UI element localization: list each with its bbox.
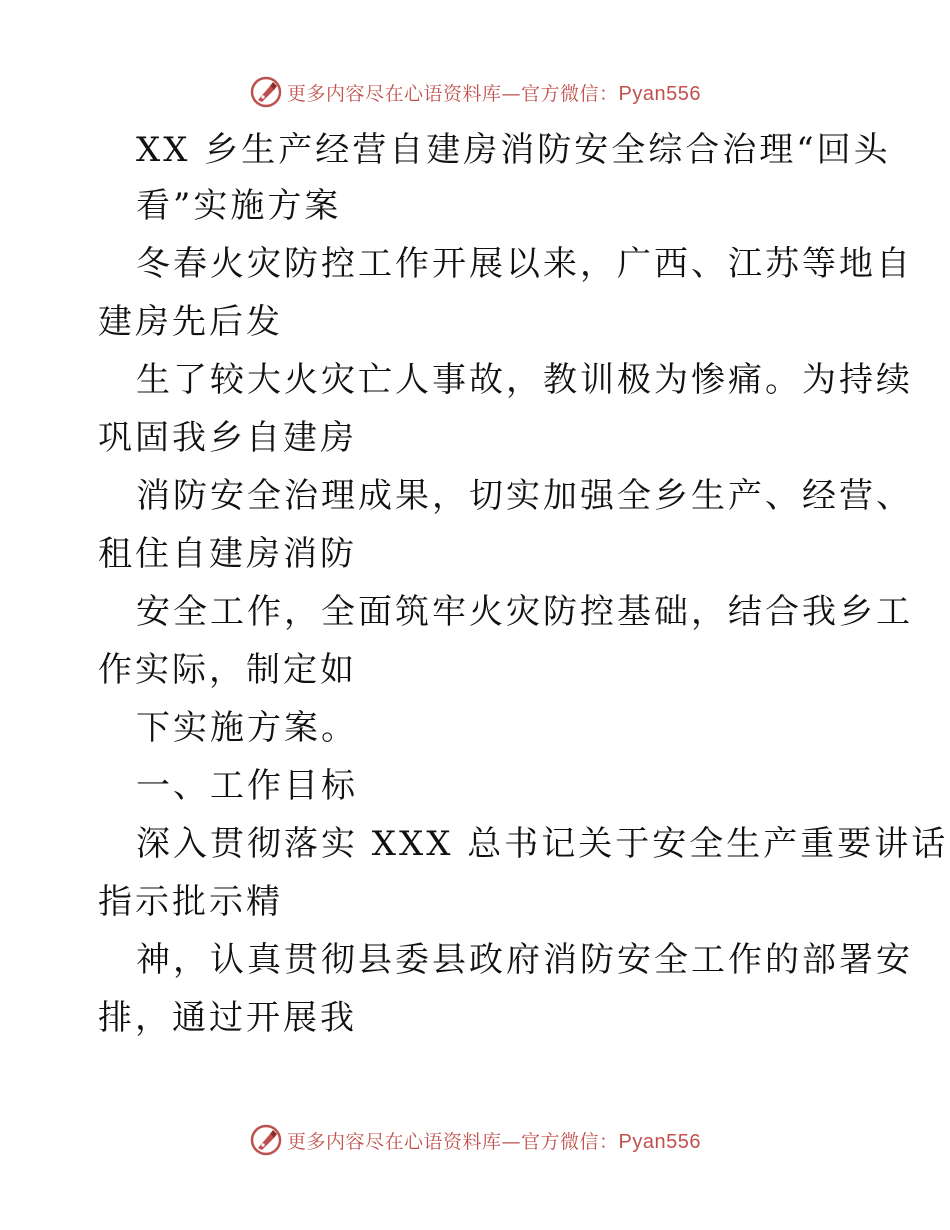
paragraph-line: 排，通过开展我 xyxy=(98,998,357,1038)
paragraph-line: 神，认真贯彻县委县政府消防安全工作的部署安 xyxy=(136,940,913,980)
paragraph-line: 指示批示精 xyxy=(98,882,283,922)
watermark-wechat-label: 官方微信： xyxy=(521,82,619,105)
watermark-dash: — xyxy=(501,1130,522,1153)
watermark-dash: — xyxy=(501,82,522,105)
paragraph-line: 下实施方案。 xyxy=(136,708,358,748)
paragraph-line: 消防安全治理成果，切实加强全乡生产、经营、 xyxy=(136,476,913,516)
watermark-text xyxy=(287,79,701,106)
paragraph-line: 安全工作，全面筑牢火灾防控基础，结合我乡工 xyxy=(136,592,913,632)
header-watermark xyxy=(0,72,950,112)
watermark-wechat-id: Pyan556 xyxy=(618,82,701,105)
pen-nib-circle-icon xyxy=(249,75,283,109)
watermark-wechat-label: 官方微信： xyxy=(521,1130,619,1153)
paragraph-line: 建房先后发 xyxy=(98,302,283,342)
watermark-site-name: 更多内容尽在心语资料库 xyxy=(287,82,502,105)
footer-watermark xyxy=(0,1120,950,1160)
pen-nib-circle-icon xyxy=(249,1123,283,1157)
document-title-line-1: XX 乡生产经营自建房消防安全综合治理“回头 xyxy=(136,130,891,170)
paragraph-line: 巩固我乡自建房 xyxy=(98,418,357,458)
watermark-site-name: 更多内容尽在心语资料库 xyxy=(287,1130,502,1153)
paragraph-line: 租住自建房消防 xyxy=(98,534,357,574)
section-heading: 一、工作目标 xyxy=(136,766,358,806)
watermark-wechat-id: Pyan556 xyxy=(618,1130,701,1153)
paragraph-line: 冬春火灾防控工作开展以来，广西、江苏等地自 xyxy=(136,244,913,284)
paragraph-line: 作实际，制定如 xyxy=(98,650,357,690)
paragraph-line: 深入贯彻落实 XXX 总书记关于安全生产重要讲话 xyxy=(136,824,949,864)
watermark-text xyxy=(287,1127,701,1154)
paragraph-line: 生了较大火灾亡人事故，教训极为惨痛。为持续 xyxy=(136,360,913,400)
document-title-line-2: 看”实施方案 xyxy=(136,186,342,226)
